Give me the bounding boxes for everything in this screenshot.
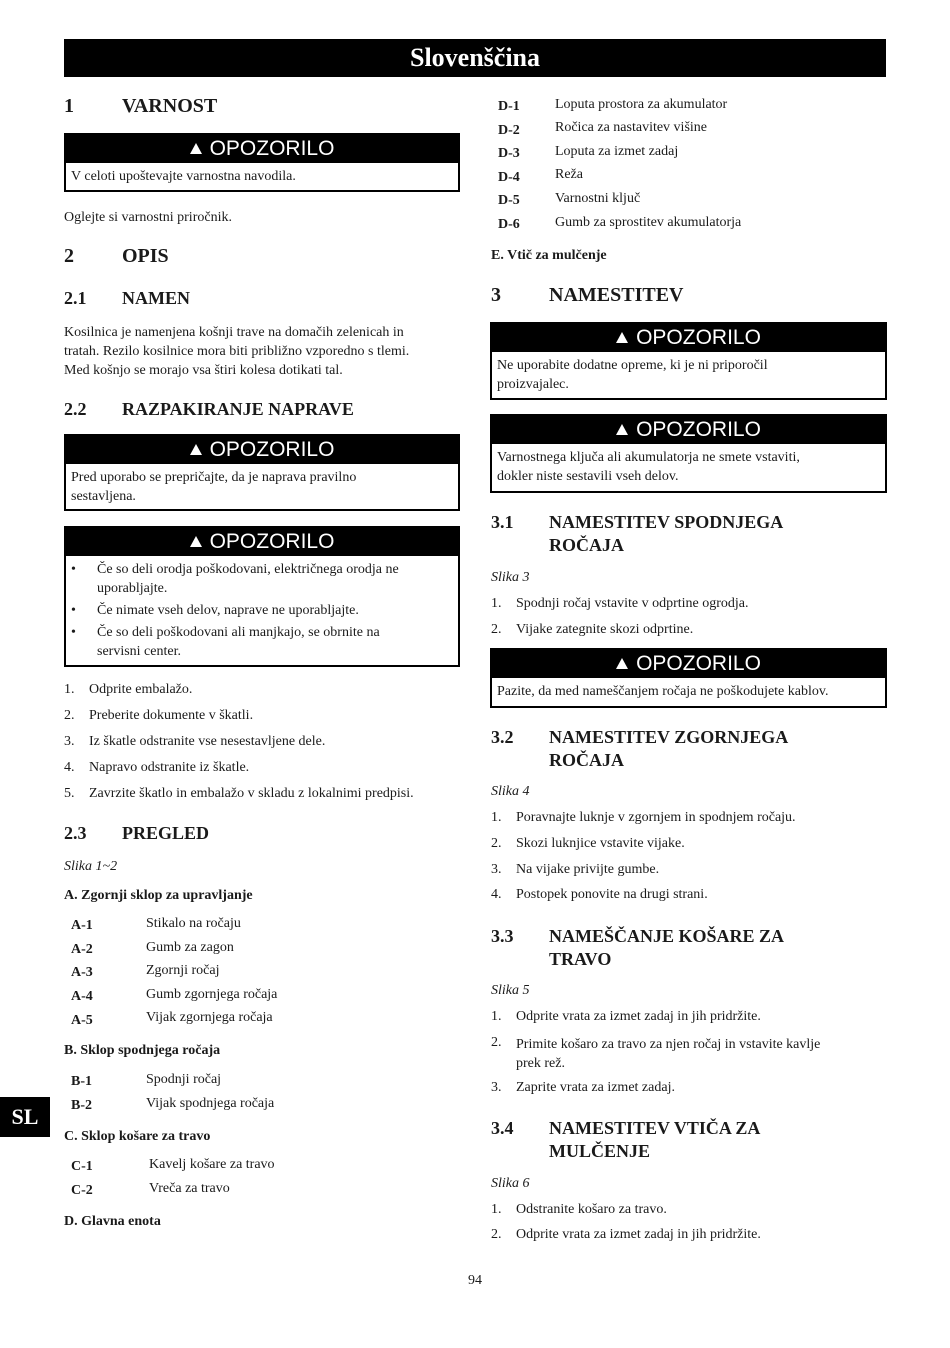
section-title: VARNOST [122,95,218,117]
part-code: D-5 [498,193,520,208]
section-2-2-heading [64,399,354,420]
section-number: 3 [491,284,501,306]
step-text: Preberite dokumente v škatli. [89,708,254,723]
part-name: Ročica za nastavitev višine [555,120,707,135]
part-code: D-3 [498,146,520,161]
text-line: tratah. Rezilo kosilnice mora biti približno vzporedno s tlemi. [64,344,410,359]
step-number: 4. [491,887,502,902]
text-line: Varnostnega ključa ali akumulatorja ne smete vstaviti, [497,450,800,465]
warning-icon [616,332,628,343]
step-text: Napravo odstranite iz škatle. [89,760,250,775]
step-number: 3. [491,862,502,877]
step-text: Odstranite košaro za travo. [516,1202,667,1217]
step-text: Odprite embalažo. [89,682,193,697]
part-code: B-2 [71,1098,92,1113]
text-line: • Če so deli orodja poškodovani, električnega orodja ne [97,562,399,577]
warning-text: Pazite, da med nameščanjem ročaja ne poškodujete kablov. [497,684,829,699]
step-number: 1. [491,1202,502,1217]
step-text: Odprite vrata za izmet zadaj in jih pridržite. [516,1227,761,1242]
page-title: Slovenščina [64,39,886,77]
warning-header [66,436,458,464]
step-text: Vijake zategnite skozi odprtine. [516,622,694,637]
text-line: • Če so deli poškodovani ali manjkajo, se obrnite na [97,625,380,640]
list-item [71,601,453,620]
part-name: Gumb zgornjega ročaja [146,987,278,1002]
step-text: Na vijake privijte gumbe. [516,862,660,877]
group-title: E. Vtič za mulčenje [491,248,607,263]
text-line: Pred uporabo se prepričajte, da je naprava pravilno [71,470,357,485]
step-text: Postopek ponovite na drugi strani. [516,887,708,902]
text-line: • Če nimate vseh delov, naprave ne uporabljajte. [97,603,359,618]
part-name: Zgornji ročaj [146,963,220,978]
section-title: RAZPAKIRANJE NAPRAVE [122,399,354,419]
text-line: sestavljena. [71,489,136,504]
warning-header [492,324,885,352]
section-3-2-heading [491,726,789,770]
section-3-heading [491,284,684,307]
warning-icon [190,536,202,547]
warning-header [492,650,885,678]
section-title [549,726,788,772]
section-number: 1 [64,95,74,117]
figure-caption: Slika 1~2 [64,859,118,874]
step-text: Odprite vrata za izmet zadaj in jih pridržite. [516,1009,761,1024]
warning-header [66,528,458,556]
title-line: ROČAJA [549,535,624,555]
group-title: C. Sklop košare za travo [64,1129,211,1144]
section-3-4-heading [491,1117,761,1161]
section-3-3-heading [491,925,785,969]
step-number: 1. [491,596,502,611]
part-code: A-3 [71,965,93,980]
part-name: Stikalo na ročaju [146,916,241,931]
warning-box [490,322,887,400]
text-line: prek rež. [516,1056,565,1071]
page-number: 94 [468,1273,482,1288]
part-name: Gumb za zagon [146,940,234,955]
step-number: 5. [64,786,75,801]
figure-caption: Slika 3 [491,570,530,585]
section-title: PREGLED [122,823,210,843]
part-name: Vijak zgornjega ročaja [146,1010,273,1025]
title-line: NAMESTITEV SPODNJEGA [549,512,784,532]
text-line: uporabljajte. [97,581,168,596]
list-item [71,560,453,598]
part-code: D-2 [498,123,520,138]
step-text: Iz škatle odstranite vse nesestavljene dele. [89,734,326,749]
part-code: A-5 [71,1013,93,1028]
figure-caption: Slika 5 [491,983,530,998]
step-number: 1. [491,810,502,825]
section-number: 3.3 [491,926,514,946]
section-number: 2.1 [64,288,87,308]
warning-header [492,416,885,444]
list-item [71,623,453,661]
text-line: Ne uporabite dodatne opreme, ki je ni priporočil [497,358,768,373]
warning-text: V celoti upoštevajte varnostna navodila. [71,169,296,184]
step-number: 3. [491,1080,502,1095]
warning-text [492,352,885,399]
step-number: 2. [491,622,502,637]
step-number: 4. [64,760,75,775]
figure-caption: Slika 6 [491,1176,530,1191]
text-line: proizvajalec. [497,377,569,392]
title-line: ROČAJA [549,750,624,770]
step-text [516,1035,820,1073]
group-title: B. Sklop spodnjega ročaja [64,1043,221,1058]
step-text: Spodnji ročaj vstavite v odprtine ogrodja. [516,596,749,611]
part-code: C-2 [71,1183,93,1198]
step-number: 2. [64,708,75,723]
warning-text [66,464,458,511]
section-title: NAMEN [122,288,190,308]
figure-caption: Slika 4 [491,784,530,799]
part-name: Vreča za travo [149,1181,230,1196]
title-line: NAMESTITEV ZGORNJEGA [549,727,789,747]
section-number: 3.2 [491,727,514,747]
warning-text [66,556,458,669]
step-text: Zaprite vrata za izmet zadaj. [516,1080,675,1095]
text-line: Med košnjo se morajo vsa štiri kolesa dotikati tal. [64,363,343,378]
step-text: Zavrzite škatlo in embalažo v skladu z lokalnimi predpisi. [89,786,414,801]
section-title [549,1117,760,1163]
step-number: 1. [491,1009,502,1024]
part-code: C-1 [71,1159,93,1174]
title-line: NAMEŠČANJE KOŠARE ZA [549,926,785,946]
part-code: D-1 [498,99,520,114]
group-title: A. Zgornji sklop za upravljanje [64,888,253,903]
warning-icon [616,424,628,435]
part-name: Varnostni ključ [555,191,641,206]
warning-box [64,133,460,192]
section-number: 2 [64,245,74,267]
title-line: MULČENJE [549,1141,651,1161]
section-title [549,925,784,971]
warning-icon [190,444,202,455]
section-title: NAMESTITEV [549,284,684,306]
section-2-3-heading [64,823,210,844]
section-number: 2.3 [64,823,87,843]
part-name: Spodnji ročaj [146,1072,222,1087]
warning-header [66,135,458,163]
warning-icon [616,658,628,669]
section-number: 3.4 [491,1118,514,1138]
step-number: 2. [491,1035,502,1050]
warning-box [490,414,887,493]
section-title: OPIS [122,245,169,267]
part-code: D-4 [498,170,520,185]
step-text: Poravnajte luknje v zgornjem in spodnjem ročaju. [516,810,796,825]
section-number: 2.2 [64,399,87,419]
part-code: B-1 [71,1074,92,1089]
group-title: D. Glavna enota [64,1214,161,1229]
section-3-1-heading [491,511,784,555]
warning-box [490,648,887,708]
title-line: NAMESTITEV VTIČA ZA [549,1118,761,1138]
part-name: Loputa za izmet zadaj [555,144,679,159]
part-name: Reža [555,167,583,182]
section-2-1-heading [64,288,190,309]
section-1-heading [64,95,218,118]
warning-box [64,526,460,667]
part-name: Gumb za sprostitev akumulatorja [555,215,742,230]
section-title [549,511,783,557]
part-code: A-1 [71,918,93,933]
text-line: Kosilnica je namenjena košnji trave na domačih zelenicah in [64,325,404,340]
part-name: Vijak spodnjega ročaja [146,1096,275,1111]
text-line: Primite košaro za travo za njen ročaj in vstavite kavlje [516,1037,821,1052]
part-code: A-4 [71,989,93,1004]
part-name: Kavelj košare za travo [149,1157,275,1172]
text-line: servisni center. [97,644,181,659]
paragraph [64,323,409,380]
language-tab: SL [0,1097,50,1137]
step-number: 2. [491,1227,502,1242]
paragraph: Oglejte si varnostni priročnik. [64,210,232,225]
part-code: D-6 [498,217,520,232]
part-code: A-2 [71,942,93,957]
step-number: 3. [64,734,75,749]
warning-label: OPOZORILO [636,652,761,675]
warning-label: OPOZORILO [209,438,335,461]
text-line: dokler niste sestavili vseh delov. [497,469,679,484]
step-text: Skozi luknjice vstavite vijake. [516,836,685,851]
title-line: TRAVO [549,949,612,969]
section-number: 3.1 [491,512,514,532]
warning-label: OPOZORILO [636,326,761,349]
warning-list [71,560,453,661]
warning-label: OPOZORILO [209,530,335,553]
warning-label: OPOZORILO [209,137,335,160]
step-number: 1. [64,682,75,697]
warning-label: OPOZORILO [636,418,761,441]
warning-icon [190,143,202,154]
step-number: 2. [491,836,502,851]
warning-text [492,444,885,491]
part-name: Loputa prostora za akumulator [555,97,728,112]
section-2-heading [64,245,169,268]
warning-box [64,434,460,511]
